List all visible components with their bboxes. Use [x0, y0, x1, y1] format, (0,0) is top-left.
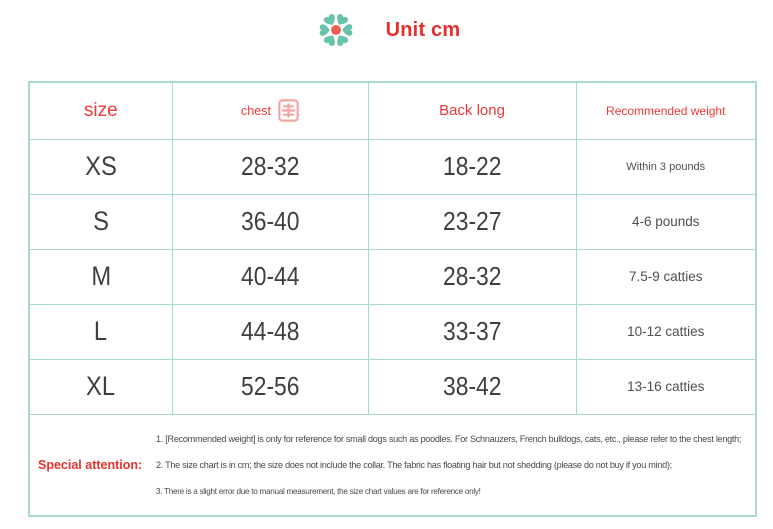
column-header-chest-label: chest: [241, 103, 271, 118]
chest-value: 44-48: [240, 316, 300, 346]
table-row: [29, 304, 756, 359]
chest-value: 52-56: [240, 371, 300, 401]
notes-section: [29, 414, 756, 516]
column-header-chest: [172, 82, 368, 139]
column-header-back-long: Back long: [368, 82, 576, 139]
flower-icon: [313, 7, 359, 53]
weight-cell: 10-12 catties: [576, 304, 756, 359]
back-long-value: 18-22: [442, 151, 502, 181]
table-row: [29, 249, 756, 304]
size-cell: [29, 249, 172, 304]
back-long-value: 38-42: [442, 371, 502, 401]
notes-list: [156, 415, 755, 515]
notes-row: [29, 414, 756, 516]
table-row: [29, 359, 756, 414]
column-header-size: size: [29, 82, 172, 139]
back-long-cell: [368, 139, 576, 194]
back-long-value: 28-32: [442, 261, 502, 291]
size-chart-table: [28, 81, 757, 517]
back-long-cell: [368, 194, 576, 249]
back-long-cell: [368, 249, 576, 304]
size-cell: [29, 194, 172, 249]
size-cell: [29, 139, 172, 194]
weight-cell: 13-16 catties: [576, 359, 756, 414]
back-long-cell: [368, 304, 576, 359]
size-value: M: [90, 261, 111, 291]
size-cell: [29, 359, 172, 414]
size-value: XL: [86, 371, 116, 401]
chest-cell: [172, 139, 368, 194]
back-long-value: 23-27: [442, 206, 502, 236]
weight-cell: Within 3 pounds: [576, 139, 756, 194]
note-item-3: 3. There is a slight error due to manual measurement, the size chart values are for reference only!: [156, 485, 481, 496]
special-attention-label: Special attention:: [38, 457, 143, 472]
table-row: [29, 139, 756, 194]
size-value: XS: [84, 151, 117, 181]
table-header-row: [29, 82, 756, 139]
back-long-value: 33-37: [442, 316, 502, 346]
page-header: [0, 5, 773, 55]
column-header-recommended-weight: Recommended weight: [576, 82, 756, 139]
chest-value: 28-32: [240, 151, 300, 181]
back-long-cell: [368, 359, 576, 414]
table-row: [29, 194, 756, 249]
weight-cell: 4-6 pounds: [576, 194, 756, 249]
chest-cell: [172, 249, 368, 304]
weight-cell: 7.5-9 catties: [576, 249, 756, 304]
chest-cell: [172, 359, 368, 414]
size-value: L: [94, 316, 108, 346]
chest-cell: [172, 194, 368, 249]
note-item-2: 2. The size chart is in cm; the size does not include the collar. The fabric has floating hair but not shedding (please do not buy if you mind);: [156, 459, 672, 471]
chest-cell: [172, 304, 368, 359]
chest-value: 40-44: [240, 261, 300, 291]
size-value: S: [92, 206, 109, 236]
size-cell: [29, 304, 172, 359]
note-item-1: 1. [Recommended weight] is only for reference for small dogs such as poodles. For Schnauzers, French bulldogs, cats, etc., please refer to the chest length;: [156, 433, 742, 445]
chest-value: 36-40: [240, 206, 300, 236]
girth-character-icon: [278, 99, 299, 122]
page-title: Unit cm: [385, 18, 461, 41]
